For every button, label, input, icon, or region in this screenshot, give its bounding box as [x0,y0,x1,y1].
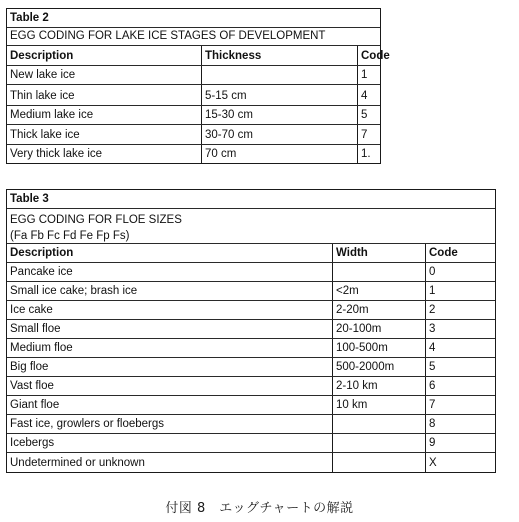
description-cell: Medium floe [10,341,73,354]
thickness-cell [201,66,357,84]
width-cell: 2-10 km [332,377,425,395]
width-cell: 100-500m [332,339,425,357]
code-cell: 0 [425,263,494,281]
code-cell: 4 [425,339,494,357]
table-row [7,339,495,358]
table-row [7,106,380,125]
width-cell: 500-2000m [332,358,425,376]
table-row [7,320,495,339]
description-cell: Small ice cake; brash ice [10,284,138,297]
code-cell: 1 [357,66,379,84]
code-cell: 5 [425,358,494,376]
table-row [7,415,495,434]
width-cell: 10 km [332,396,425,414]
description-cell: Thick lake ice [10,128,80,141]
thickness-cell: 15-30 cm [201,106,357,124]
width-cell [332,453,425,472]
table-row [7,434,495,453]
table-row [7,358,495,377]
table-header-row [7,244,495,263]
description-cell: Fast ice, growlers or floebergs [10,417,165,430]
figure-caption: 付図 8 エッグチャートの解説 [165,501,354,516]
description-cell: Undetermined or unknown [10,456,145,469]
table-row [7,125,380,145]
table-row [7,263,495,282]
width-cell [332,263,425,281]
thickness-cell: 5-15 cm [201,85,357,105]
column-header: Description [10,246,74,259]
table-label: Table 2 [10,11,49,24]
code-cell: 8 [425,415,494,433]
description-cell: Small floe [10,322,61,335]
code-cell: 2 [425,301,494,319]
description-cell: Thin lake ice [10,89,75,102]
table-label-row [7,9,380,28]
table-title-row [7,209,495,244]
table-row [7,301,495,320]
table-row [7,66,380,85]
code-cell: 3 [425,320,494,338]
table-label-row [7,190,495,209]
table-2 [6,8,390,164]
thickness-cell: 70 cm [201,145,357,163]
code-cell: 1. [357,145,379,163]
description-cell: Big floe [10,360,49,373]
table-title-line: EGG CODING FOR FLOE SIZES [10,214,182,226]
code-cell: 7 [357,125,379,144]
table-title: EGG CODING FOR LAKE ICE STAGES OF DEVELOPMENT [10,29,326,42]
width-cell: <2m [332,282,425,300]
table-title-row [7,28,380,46]
thickness-cell: 30-70 cm [201,125,357,144]
table-3 [6,189,496,473]
width-cell: 2-20m [332,301,425,319]
code-cell: 5 [357,106,379,124]
table-label: Table 3 [10,192,49,205]
width-cell [332,434,425,452]
column-header: Width [332,244,425,262]
code-cell: 9 [425,434,494,452]
description-cell: Ice cake [10,303,53,316]
width-cell [332,415,425,433]
description-cell: Pancake ice [10,265,73,278]
description-cell: Icebergs [10,436,55,449]
description-cell: Medium lake ice [10,108,94,121]
description-cell: Vast floe [10,379,54,392]
code-cell: 6 [425,377,494,395]
column-header: Thickness [201,46,357,65]
table-row [7,282,495,301]
code-cell: 1 [425,282,494,300]
description-cell: New lake ice [10,68,76,81]
table-title [7,209,495,243]
table-subtitle-line: (Fa Fb Fc Fd Fe Fp Fs) [10,230,130,243]
code-cell: 7 [425,396,494,414]
description-cell: Giant floe [10,398,60,411]
table-header-row [7,46,390,66]
code-cell: 4 [357,85,379,105]
table-row [7,453,495,472]
description-cell: Very thick lake ice [10,147,103,160]
column-header: Code [425,244,494,262]
table-row [7,145,380,163]
code-cell: X [425,453,494,472]
table-row [7,85,380,106]
column-header: Description [10,49,74,62]
width-cell: 20-100m [332,320,425,338]
table-row [7,377,495,396]
table-row [7,396,495,415]
column-header: Code [357,46,379,65]
